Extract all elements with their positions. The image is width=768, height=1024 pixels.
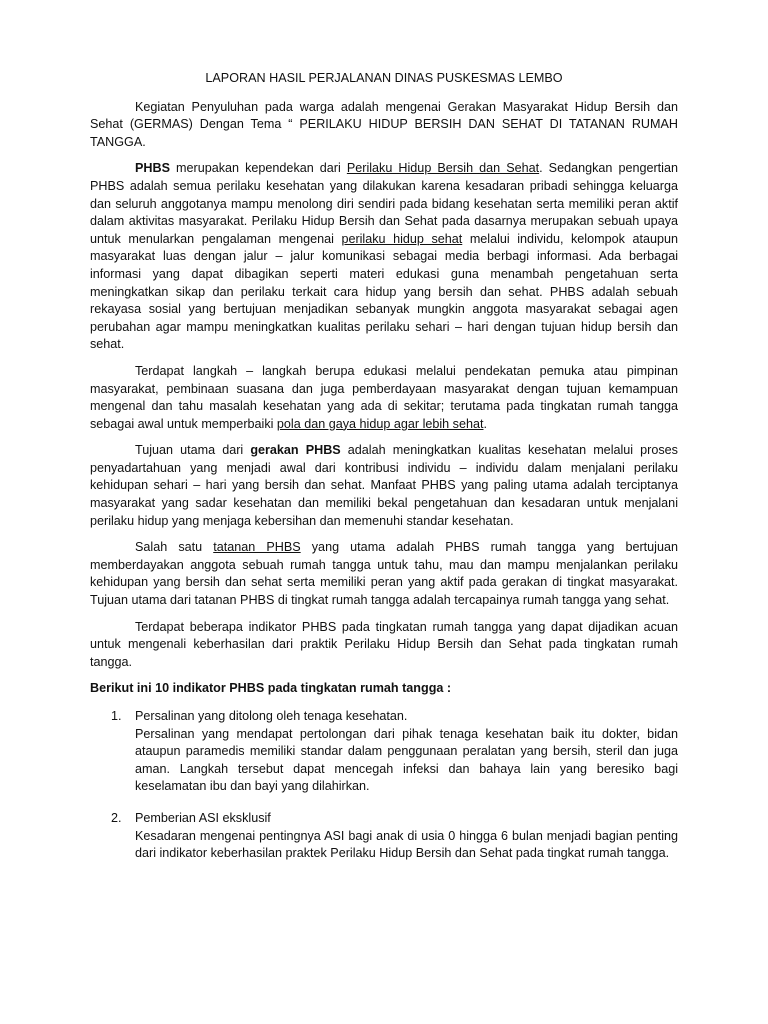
link-pola-gaya-hidup[interactable]: pola dan gaya hidup agar lebih sehat: [276, 416, 484, 431]
text-run: Tujuan utama dari: [135, 443, 251, 458]
text-run: Terdapat langkah – langkah berupa edukasi melalui pendekatan pemuka atau pimpinan masyarakat, pembinaan suasana dan juga pemberdayaan masyarakat dengan tujuan kemampuan mengenal dan tahu masalah kesehatan yang ada di sekitar; terutama pada tingkatan rumah tangga sebagai awal untuk memperbaiki: [90, 363, 678, 431]
text-run: yang utama adalah PHBS rumah tangga yang bertujuan memberdayakan anggota sebuah rumah tangga untuk tahu, mau dan mampu menjalankan perilaku kehidupan yang bersih dan sehat serta memiliki peran yang aktif pada gerakan di tingkat masyarakat. Tujuan utama dari tatanan PHBS di tingkat rumah tangga adalah tercapainya rumah tangga yang sehat.: [90, 540, 678, 608]
list-item-body: [135, 708, 678, 796]
indicator-list: [90, 708, 678, 863]
list-item: [90, 708, 678, 796]
paragraph-phbs-definition: [90, 160, 678, 354]
list-heading: Berikut ini 10 indikator PHBS pada tingkatan rumah tangga :: [90, 681, 452, 696]
list-item-body: [135, 810, 678, 863]
text-run: Salah satu: [135, 540, 214, 555]
text-run: . Sedangkan pengertian PHBS adalah semua perilaku kesehatan yang dilakukan karena kesadaran pribadi sehingga keluarga dan seluruh anggotanya mampu menolong diri sendiri pada bidang kesehatan serta memiliki peran aktif dalam aktivitas masyarakat. Perilaku Hidup Bersih dan Sehat pada dasarnya merupakan sebuah upaya untuk menularkan pengalaman mengenai: [90, 161, 678, 246]
paragraph-indikator: Terdapat beberapa indikator PHBS pada tingkatan rumah tangga yang dapat dijadikan acuan untuk mengenali keberhasilan dari praktik Perilaku Hidup Bersih dan Sehat pada tingkatan rumah tangga.: [90, 619, 678, 669]
list-item-title: Persalinan yang ditolong oleh tenaga kesehatan.: [135, 709, 408, 723]
list-item-description: Persalinan yang mendapat pertolongan dari pihak tenaga kesehatan baik itu dokter, bidan ataupun paramedis memiliki standar dalam penggunaan peralatan yang bersih, steril dan juga aman. Langkah tersebut dapat mencegah infeksi dan bahaya lain yang beresiko bagi keselamatan ibu dan bayi yang dilahirkan.: [135, 726, 678, 794]
paragraph-intro: Kegiatan Penyuluhan pada warga adalah mengenai Gerakan Masyarakat Hidup Bersih dan Sehat (GERMAS) Dengan Tema “ PERILAKU HIDUP BERSIH DAN SEHAT DI TATANAN RUMAH TANGGA.: [90, 99, 678, 149]
list-item: [90, 810, 678, 863]
text-run: merupakan kependekan dari: [170, 161, 347, 176]
list-item-title: Pemberian ASI eksklusif: [135, 810, 271, 825]
phbs-term: PHBS: [135, 161, 170, 176]
document-title: LAPORAN HASIL PERJALANAN DINAS PUSKESMAS LEMBO: [205, 71, 563, 85]
text-run: melalui individu, kelompok ataupun masyarakat luas dengan jalur – jalur komunikasi sebagai media berbagi informasi. Ada berbagai informasi yang dapat dibagikan seperti materi edukasi guna menambah pengetahuan serta meningkatkan sikap dan perilaku terkait cara hidup yang bersih dan sehat. PHBS adalah sebuah rekayasa sosial yang bertujuan menjadikan sebanyak mungkin anggota masyarakat sebagai agen perubahan agar mampu meningkatkan kualitas perilaku sehari – hari dengan tujuan hidup bersih dan sehat.: [90, 231, 678, 352]
list-item-number: 2.: [111, 810, 122, 825]
link-perilaku-hidup-bersih-sehat[interactable]: Perilaku Hidup Bersih dan Sehat: [346, 161, 540, 176]
paragraph-tujuan: [90, 442, 678, 530]
link-perilaku-hidup-sehat[interactable]: perilaku hidup sehat: [341, 231, 463, 246]
list-item-number: 1.: [111, 709, 122, 723]
text-run: adalah meningkatkan kualitas kesehatan melalui proses penyadartahuan yang menjadi awal dari kontribusi individu – individu dalam menjalani perilaku kehidupan sehari – hari yang bersih dan sehat. Manfaat PHBS yang paling utama adalah terciptanya masyarakat yang sadar kesehatan dan memiliki bekal pengetahuan dan kesadaran untuk menjalani perilaku hidup yang menjaga kebersihan dan memenuhi standar kesehatan.: [90, 443, 678, 528]
paragraph-tatanan: [90, 539, 678, 609]
list-item-description: Kesadaran mengenai pentingnya ASI bagi anak di usia 0 hingga 6 bulan menjadi bagian penting dari indikator keberhasilan praktek Perilaku Hidup Bersih dan Sehat pada tingkat rumah tangga.: [135, 828, 678, 861]
paragraph-langkah: [90, 363, 678, 433]
text-run: .: [483, 416, 487, 431]
gerakan-phbs-term: gerakan PHBS: [250, 443, 341, 458]
link-tatanan-phbs[interactable]: tatanan PHBS: [213, 540, 301, 555]
